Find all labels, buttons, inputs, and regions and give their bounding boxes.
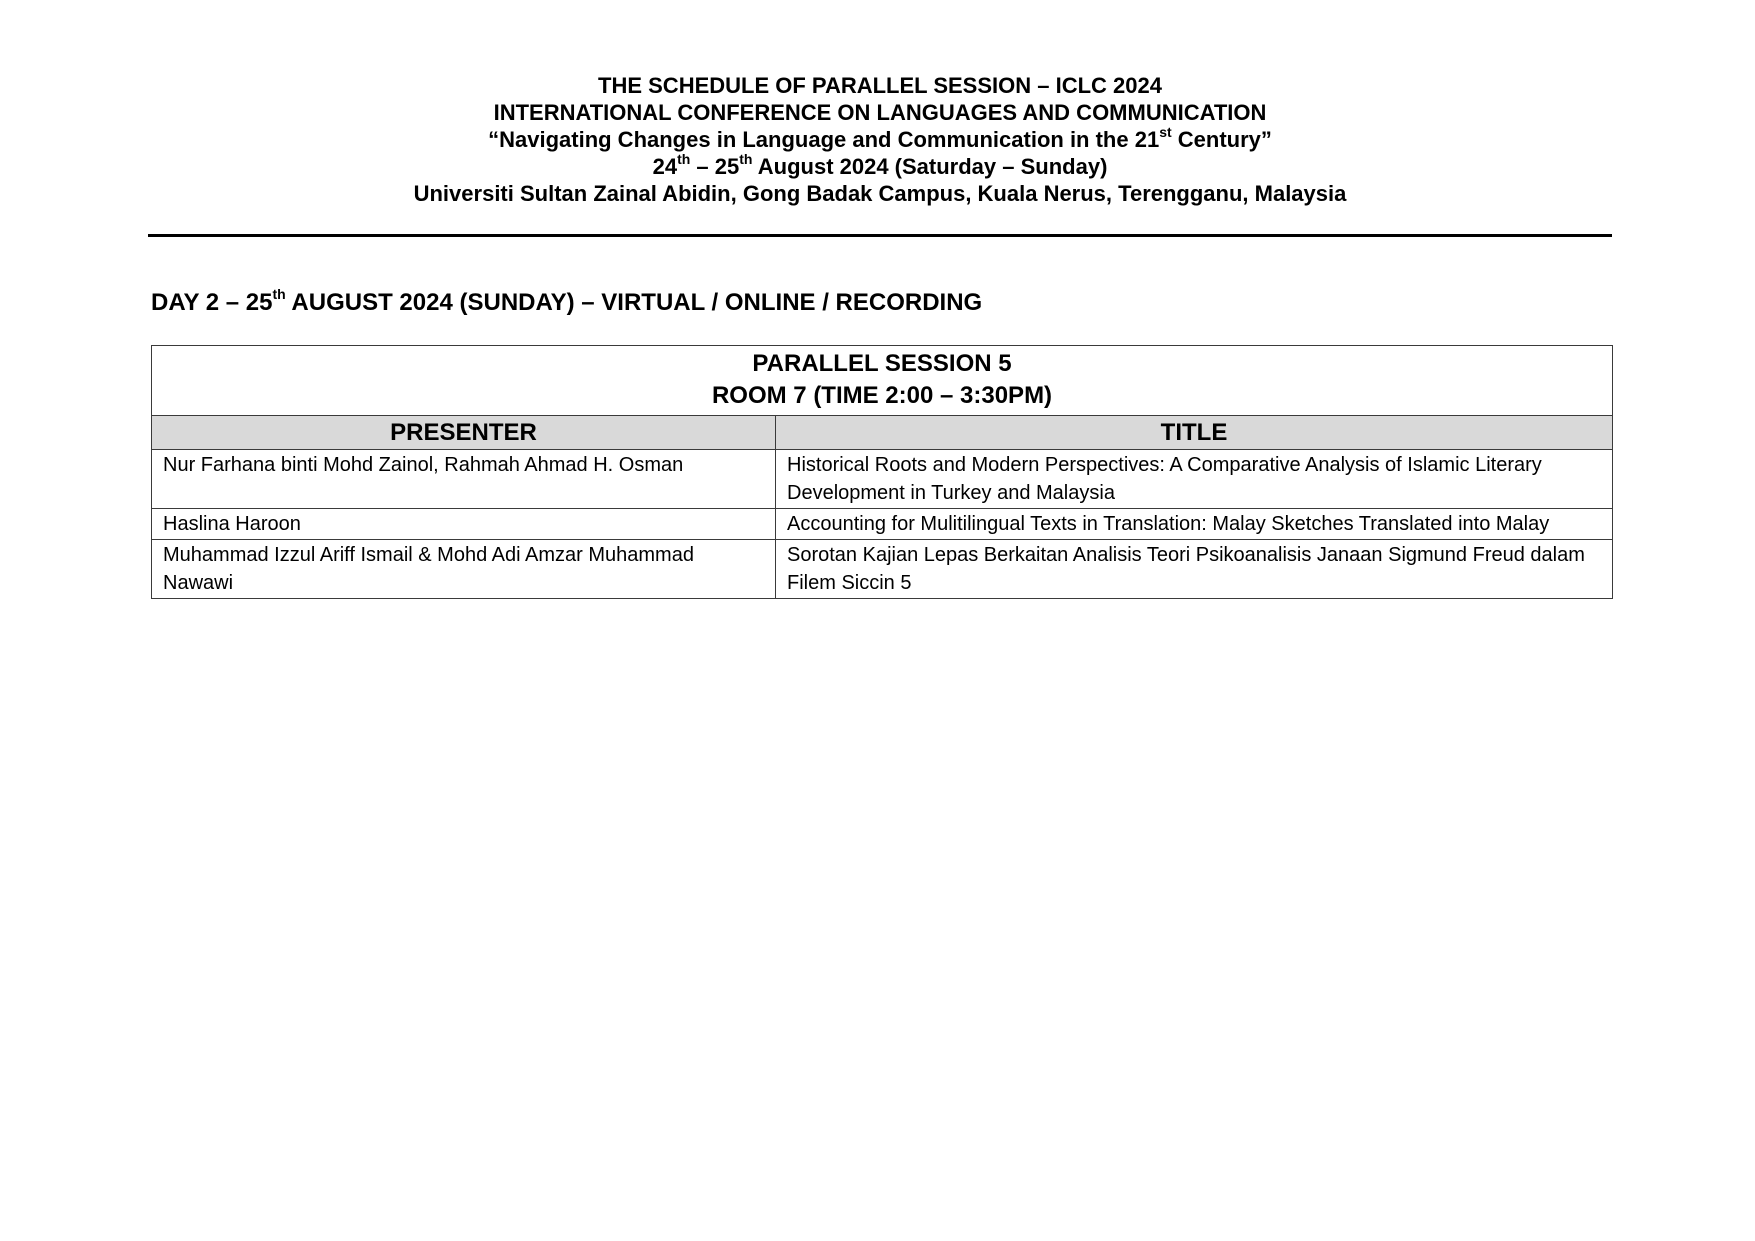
day-heading-end: AUGUST 2024 (SUNDAY) – VIRTUAL / ONLINE / RECORDING xyxy=(285,289,983,316)
presenter-cell: Haslina Haroon xyxy=(152,509,776,540)
conference-dates xyxy=(148,150,1612,180)
session-room: ROOM 7 (TIME 2:00 – 3:30PM) xyxy=(711,382,1053,409)
theme-superscript: st xyxy=(1159,123,1172,140)
table-row xyxy=(152,540,1613,599)
session-table xyxy=(151,345,1613,599)
presenter-cell: Nur Farhana binti Mohd Zainol, Rahmah Ahmad H. Osman xyxy=(152,450,776,509)
title-cell: Sorotan Kajian Lepas Berkaitan Analisis Teori Psikoanalisis Janaan Sigmund Freud dalam Filem Siccin 5 xyxy=(776,540,1613,599)
theme-text-start: “Navigating Changes in Language and Communication in the 21 xyxy=(488,127,1160,152)
title-cell: Accounting for Mulitilingual Texts in Translation: Malay Sketches Translated into Malay xyxy=(776,509,1613,540)
session-title: PARALLEL SESSION 5 xyxy=(752,350,1012,377)
column-header-row xyxy=(152,416,1613,450)
session-header xyxy=(152,346,1613,416)
day-heading-superscript: th xyxy=(272,286,286,302)
conference-name: INTERNATIONAL CONFERENCE ON LANGUAGES AND COMMUNICATION xyxy=(493,100,1267,125)
theme-text-end: Century” xyxy=(1171,127,1272,152)
presenter-cell: Muhammad Izzul Ariff Ismail & Mohd Adi Amzar Muhammad Nawawi xyxy=(152,540,776,599)
presenter-column-header: PRESENTER xyxy=(152,416,776,450)
day-heading-start: DAY 2 – 25 xyxy=(151,289,273,316)
dates-start-day: 24 xyxy=(652,154,678,179)
conference-venue: Universiti Sultan Zainal Abidin, Gong Badak Campus, Kuala Nerus, Terengganu, Malaysia xyxy=(413,181,1347,206)
dates-superscript-2: th xyxy=(739,150,753,167)
day-heading xyxy=(151,288,982,318)
session-header-row xyxy=(152,346,1613,416)
table-row xyxy=(152,450,1613,509)
header-divider xyxy=(148,234,1612,237)
table-row xyxy=(152,509,1613,540)
title-cell: Historical Roots and Modern Perspectives: A Comparative Analysis of Islamic Literary Development in Turkey and Malaysia xyxy=(776,450,1613,509)
dates-end-day: – 25 xyxy=(690,154,740,179)
dates-rest: August 2024 (Saturday – Sunday) xyxy=(752,154,1108,179)
document-header xyxy=(148,72,1612,207)
schedule-title: THE SCHEDULE OF PARALLEL SESSION – ICLC 2024 xyxy=(598,73,1162,98)
title-column-header: TITLE xyxy=(776,416,1613,450)
dates-superscript-1: th xyxy=(677,150,691,167)
conference-theme xyxy=(148,123,1612,153)
